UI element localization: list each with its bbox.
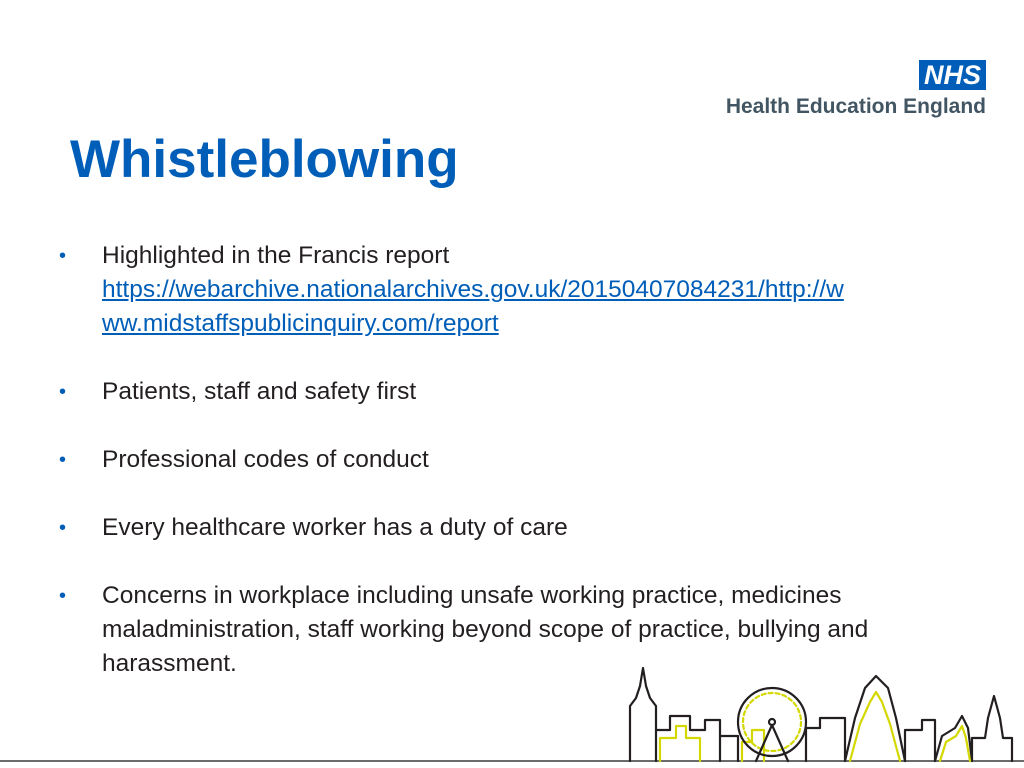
bullet-text: Professional codes of conduct — [102, 446, 429, 473]
nhs-badge: NHS — [919, 60, 986, 90]
bullet-text: Highlighted in the Francis report — [102, 242, 450, 269]
bullet-marker: • — [59, 381, 67, 403]
bullet-text: Concerns in workplace including unsafe working practice, medicines maladministration, staff working beyond scope of practice, bullying and harassment. — [102, 582, 869, 677]
francis-report-link[interactable] — [102, 273, 979, 341]
bullet-list — [59, 239, 979, 681]
bullet-text: Every healthcare worker has a duty of care — [102, 514, 568, 541]
link-line-2: ww.midstaffspublicinquiry.com/report — [102, 310, 499, 337]
skyline-outline — [630, 668, 1012, 761]
bullet-item — [59, 375, 979, 409]
london-skyline-illustration — [0, 658, 1024, 768]
slide-title: Whistleblowing — [70, 130, 459, 189]
bullet-marker: • — [59, 517, 67, 539]
link-line-1: https://webarchive.nationalarchives.gov.uk/20150407084231/http://w — [102, 276, 844, 303]
ferris-wheel-outline — [738, 688, 806, 756]
bullet-marker: • — [59, 245, 67, 267]
bullet-marker: • — [59, 449, 67, 471]
organisation-name: Health Education England — [725, 95, 986, 118]
bullet-text: Patients, staff and safety first — [102, 378, 417, 405]
bullet-item — [59, 239, 979, 341]
bullet-item — [59, 443, 979, 477]
bullet-marker: • — [59, 585, 67, 607]
bullet-item — [59, 511, 979, 545]
skyline-highlight — [660, 692, 970, 761]
nhs-hee-logo — [726, 60, 986, 119]
